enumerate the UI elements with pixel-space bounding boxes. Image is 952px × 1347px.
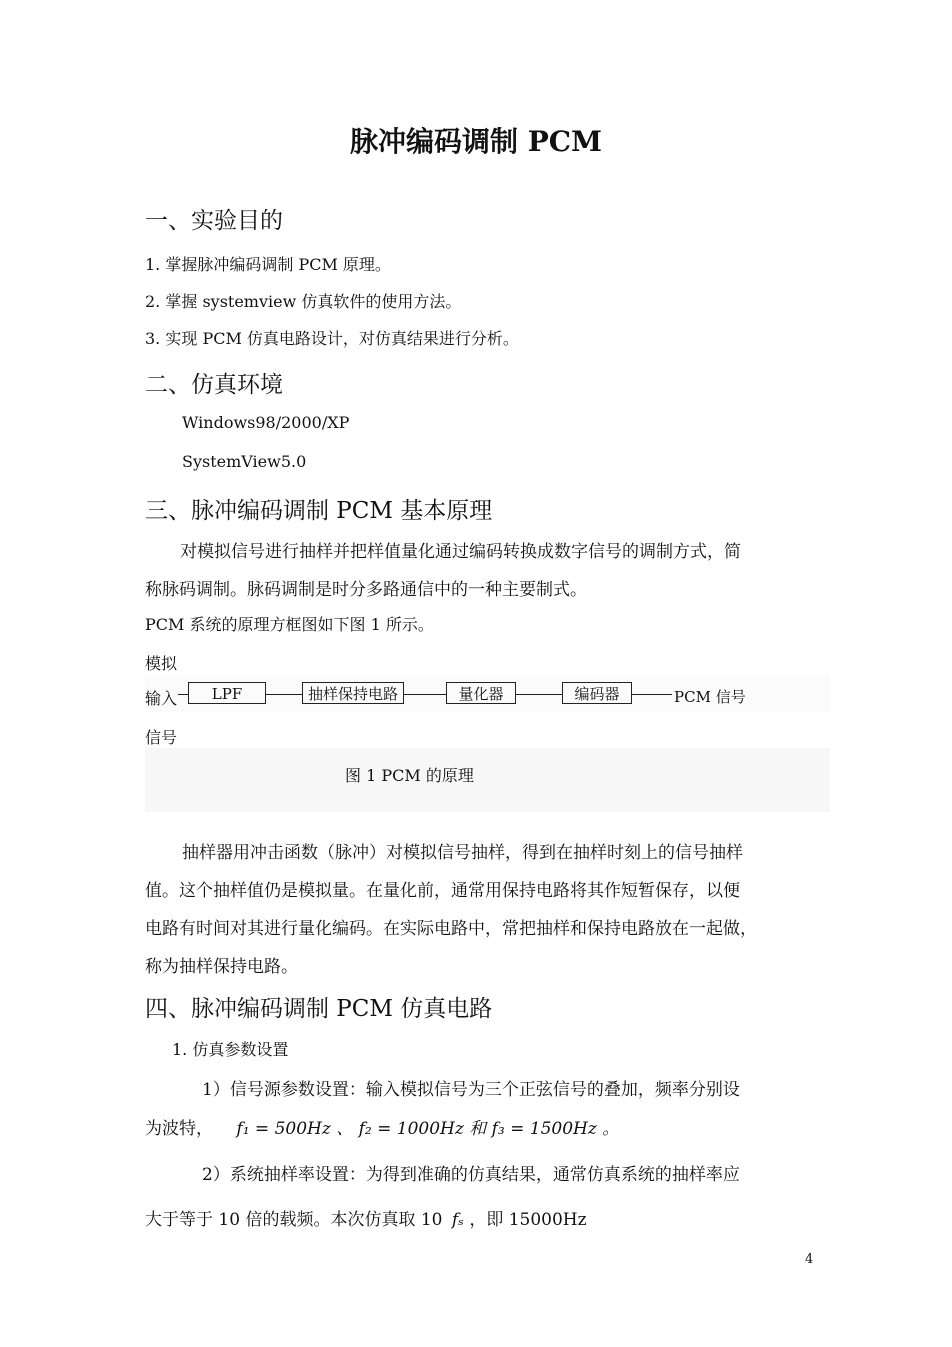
section1-heading: 一、实验目的: [145, 208, 283, 234]
principle-para3-line3: 电路有时间对其进行量化编码。在实际电路中，常把抽样和保持电路放在一起做，: [145, 919, 757, 939]
diagram-input-label-mid: 输入: [145, 689, 178, 708]
env-item-2: SystemView5.0: [182, 452, 307, 471]
objective-item-2: 2. 掌握 systemview 仿真软件的使用方法。: [145, 292, 462, 311]
section3-heading: 三、脉冲编码调制 PCM 基本原理: [145, 498, 493, 524]
sampling-rate-suffix: ，即 15000Hz: [469, 1210, 587, 1230]
sampling-rate-line1: 2）系统抽样率设置：为得到准确的仿真结果，通常仿真系统的抽样率应: [202, 1165, 740, 1185]
principle-para1-line1: 对模拟信号进行抽样并把样值量化通过编码转换成数字信号的调制方式，简: [180, 542, 741, 562]
connector-2: [404, 694, 446, 695]
principle-para3-line2: 值。这个抽样值仍是模拟量。在量化前，通常用保持电路将其作短暂保存，以便: [145, 881, 740, 901]
sampling-rate-prefix: 大于等于 10 倍的载频。本次仿真取 10: [145, 1210, 443, 1230]
page-title: 脉冲编码调制 PCM: [349, 125, 603, 158]
connector-output: [632, 694, 672, 695]
fs-symbol: fₛ: [451, 1210, 464, 1230]
diagram-output-label: PCM 信号: [674, 688, 746, 706]
principle-para2: PCM 系统的原理方框图如下图 1 所示。: [145, 615, 434, 634]
page-number: 4: [805, 1252, 814, 1267]
figure-caption: 图 1 PCM 的原理: [345, 766, 474, 785]
block-lpf: LPF: [188, 682, 266, 704]
connector-1: [266, 694, 302, 695]
caption-background: [145, 748, 830, 812]
principle-para1-line2: 称脉码调制。脉码调制是时分多路通信中的一种主要制式。: [145, 580, 587, 600]
objective-item-1: 1. 掌握脉冲编码调制 PCM 原理。: [145, 255, 391, 274]
signal-source-line1: 1）信号源参数设置：输入模拟信号为三个正弦信号的叠加，频率分别设: [202, 1080, 740, 1100]
principle-para3-line4: 称为抽样保持电路。: [145, 957, 298, 977]
block-sample-hold: 抽样保持电路: [302, 682, 404, 704]
diagram-input-label-top: 模拟: [145, 654, 178, 673]
frequency-formula: f₁ = 500Hz 、 f₂ = 1000Hz 和 f₃ = 1500Hz 。: [236, 1119, 620, 1139]
connector-3: [516, 694, 562, 695]
signal-source-prefix: 为波特，: [145, 1119, 213, 1139]
sampling-rate-line2: [145, 1205, 587, 1230]
env-item-1: Windows98/2000/XP: [182, 413, 350, 432]
sim-params-subheading: 1. 仿真参数设置: [172, 1040, 289, 1059]
signal-source-line2: [145, 1114, 619, 1139]
principle-para3-line1: 抽样器用冲击函数（脉冲）对模拟信号抽样，得到在抽样时刻上的信号抽样: [182, 843, 743, 863]
objective-item-3: 3. 实现 PCM 仿真电路设计，对仿真结果进行分析。: [145, 329, 519, 348]
section2-heading: 二、仿真环境: [145, 372, 283, 398]
diagram-input-label-bottom: 信号: [145, 728, 178, 747]
section4-heading: 四、脉冲编码调制 PCM 仿真电路: [145, 996, 493, 1022]
connector-input: [178, 694, 188, 695]
block-encoder: 编码器: [562, 682, 632, 704]
block-quantizer: 量化器: [446, 682, 516, 704]
